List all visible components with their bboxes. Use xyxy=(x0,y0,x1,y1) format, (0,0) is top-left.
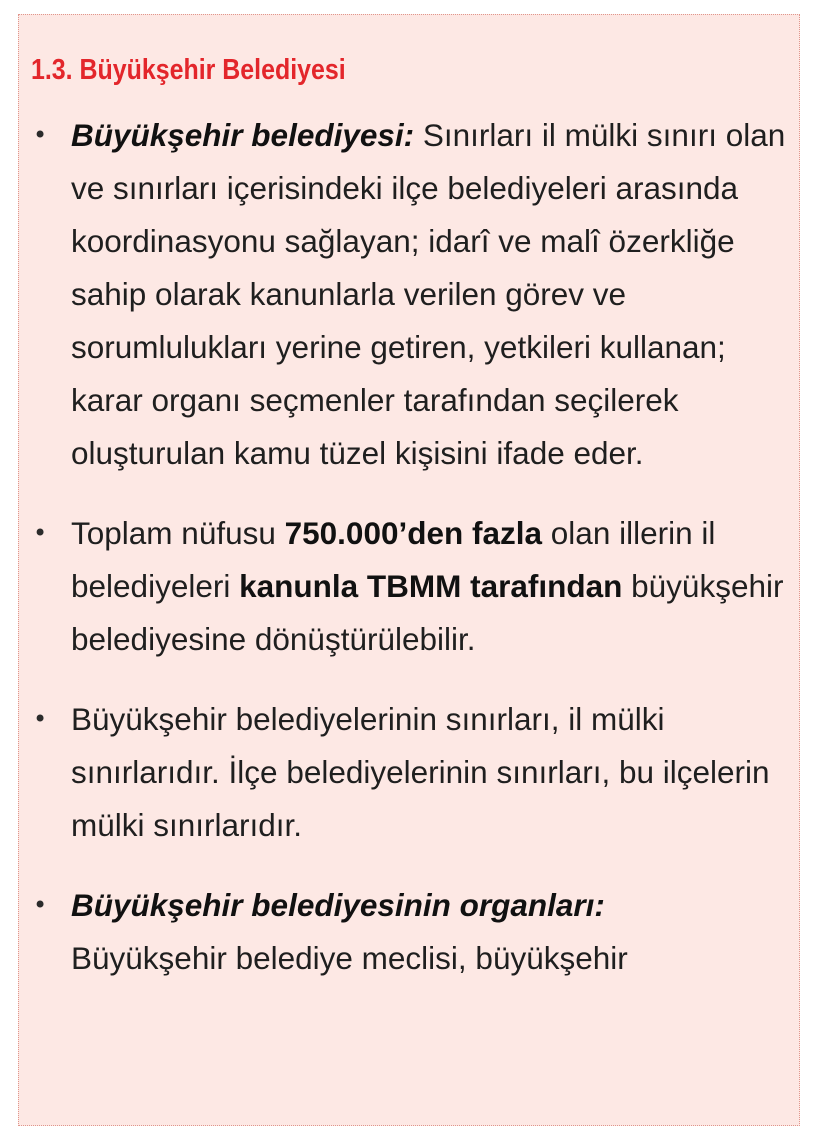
bullet-icon: • xyxy=(33,519,48,547)
population-text-3: büyükşehir belediyesine dönüştürülebilir. xyxy=(71,568,784,657)
boundaries-text: Büyükşehir belediyelerinin sınırları, il mülki sınırlarıdır. İlçe belediyelerinin sınırları, bu ilçelerin mülki sınırlarıdır. xyxy=(71,701,770,843)
population-text-2: olan illerin il belediyeleri xyxy=(71,515,716,604)
term-organs: Büyükşehir belediyesinin organları: xyxy=(71,887,605,923)
population-text-1: Toplam nüfusu xyxy=(71,515,285,551)
organs-text: Büyükşehir belediye meclisi, büyükşehir xyxy=(71,940,628,976)
definition-text: Sınırları il mülki sınırı olan ve sınırları içerisindeki ilçe belediyeleri arasında koordinasyonu sağlayan; idarî ve malî özerkliğe sahip olarak kanunlarla verilen görev ve sorumlulukları yerine getiren, yetkileri kullanan; karar organı seçmenler tarafından seçilerek oluşturulan kamu tüzel kişisini ifade eder. xyxy=(71,117,786,471)
bullet-icon: • xyxy=(33,705,48,733)
bullet-item-organs xyxy=(19,879,799,985)
term-definition: Büyükşehir belediyesi: xyxy=(71,117,415,153)
population-threshold: 750.000’den fazla xyxy=(284,515,543,551)
bullet-item-population xyxy=(19,507,799,666)
bullet-icon: • xyxy=(33,121,48,149)
info-box xyxy=(18,14,800,1126)
bullet-icon: • xyxy=(33,891,48,919)
bullet-list xyxy=(19,109,799,1012)
bullet-item-boundaries xyxy=(19,693,799,852)
conversion-authority: kanunla TBMM tarafından xyxy=(239,568,623,604)
bullet-item-definition xyxy=(19,109,799,480)
section-title: 1.3. Büyükşehir Belediyesi xyxy=(31,54,346,86)
